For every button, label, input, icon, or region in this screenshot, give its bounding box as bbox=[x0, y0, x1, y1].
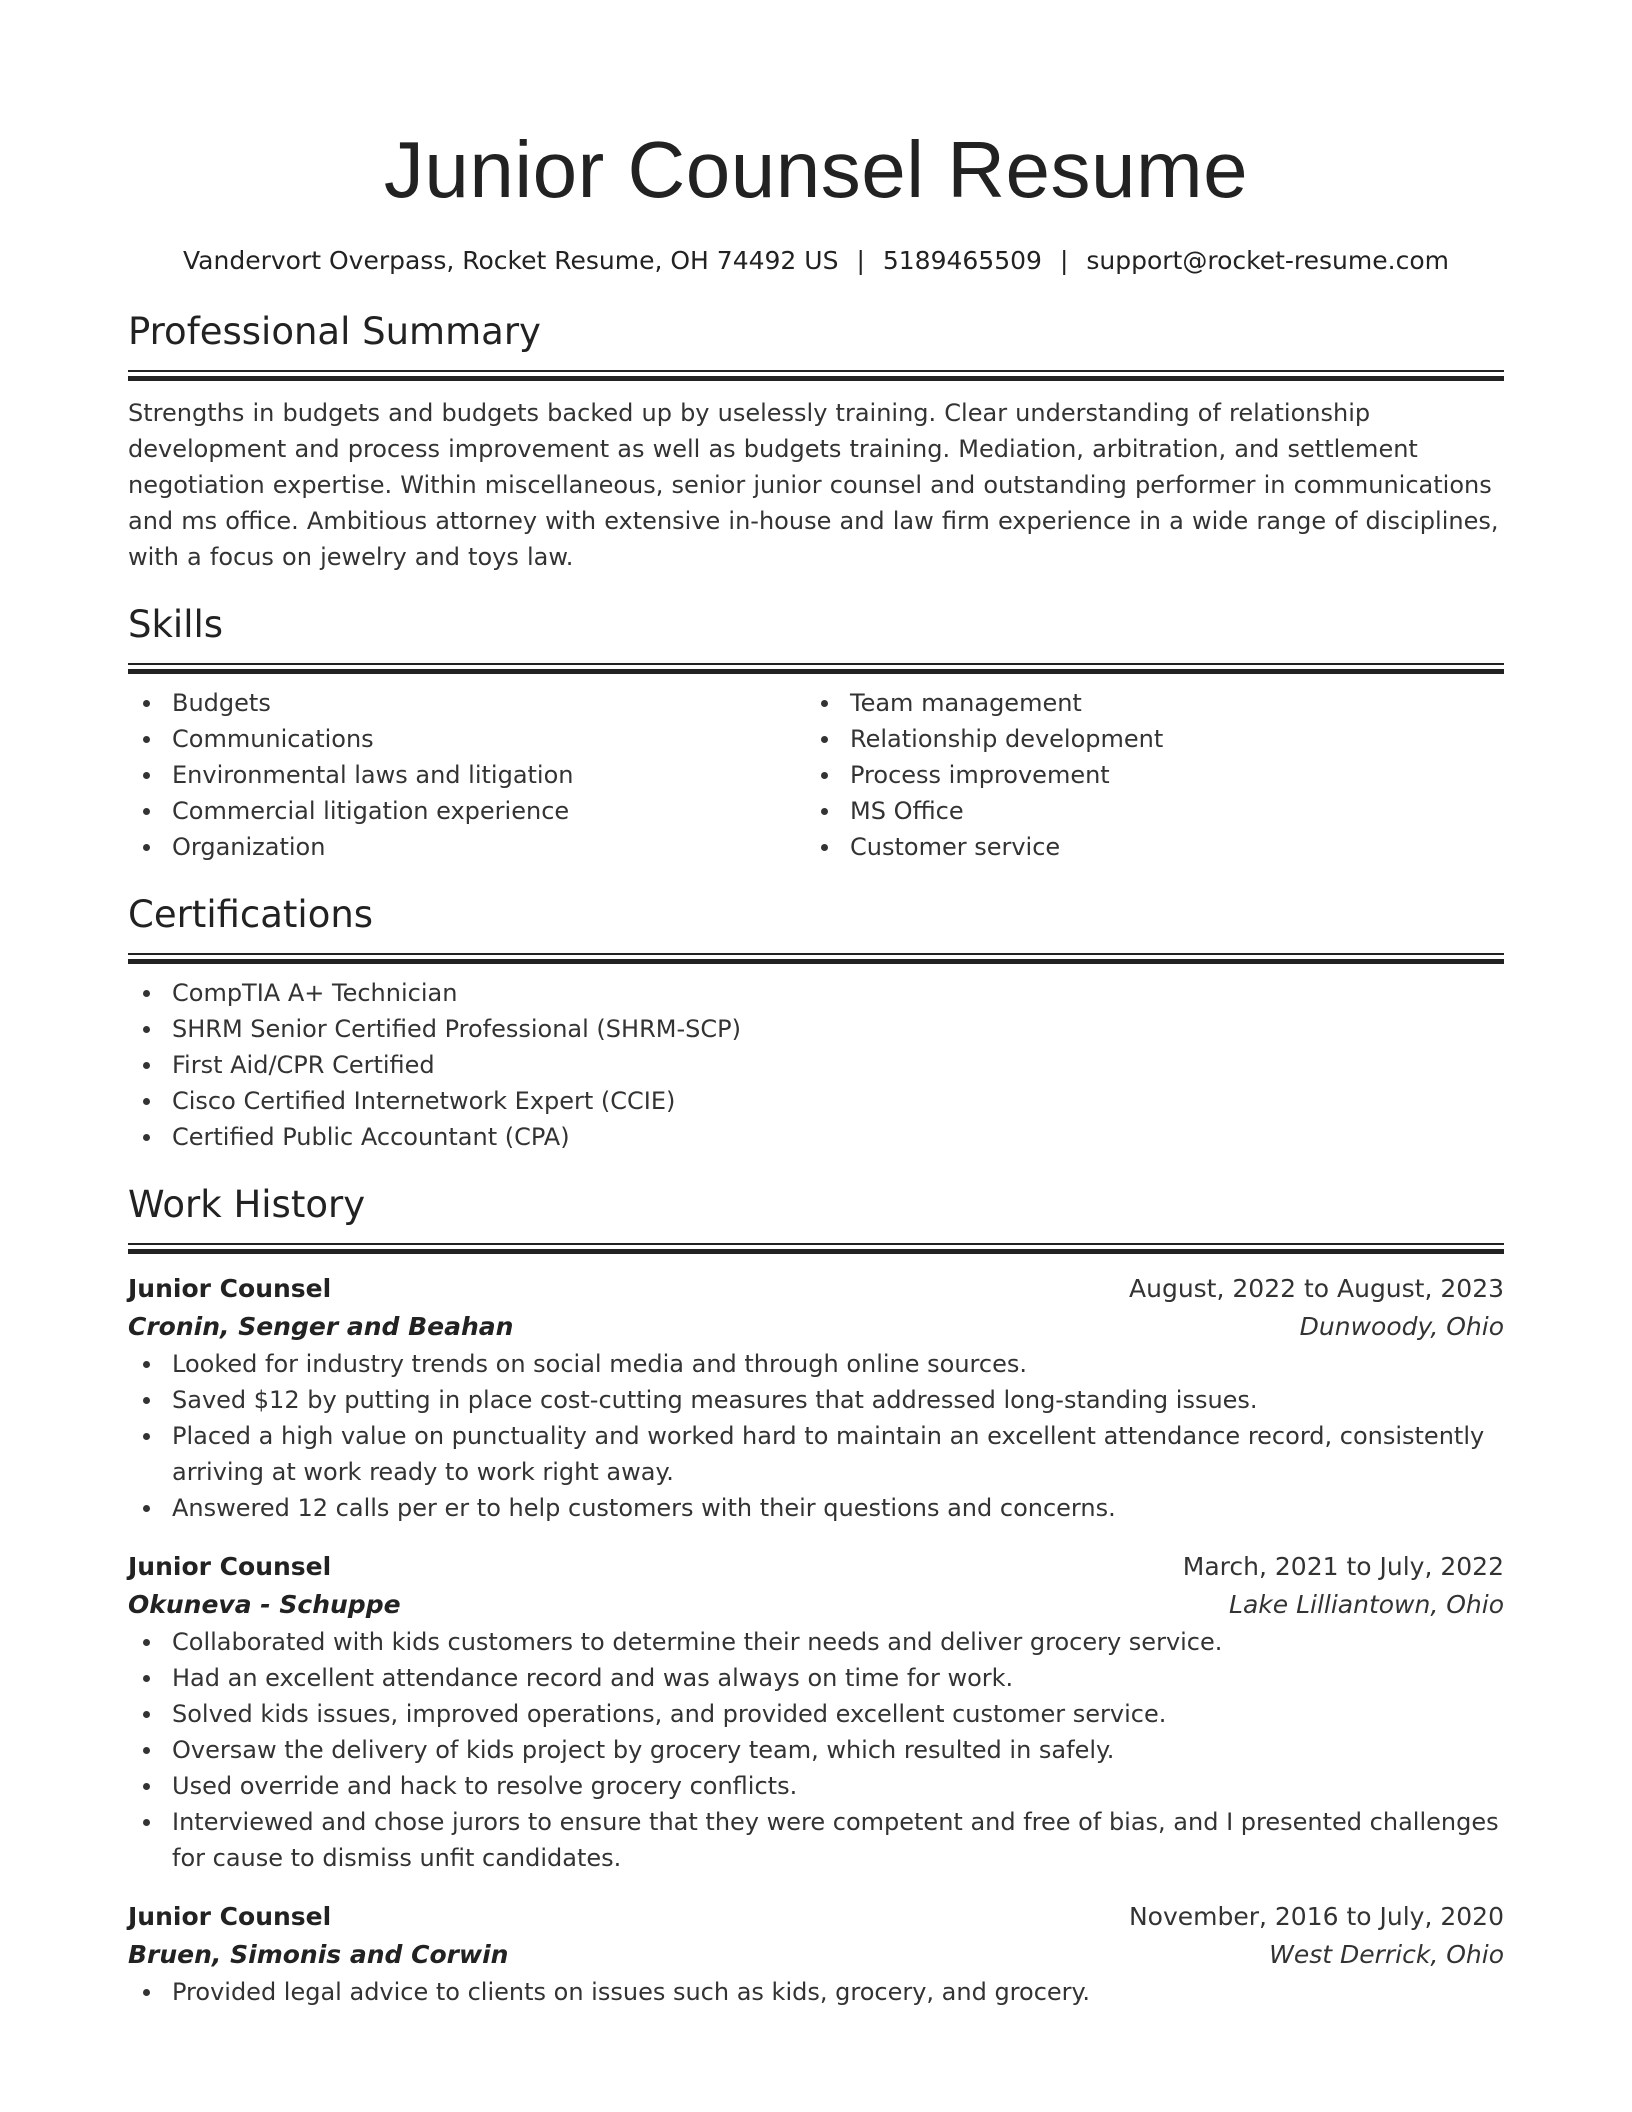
job-header-row bbox=[128, 1548, 1504, 1586]
certification-item: SHRM Senior Certified Professional (SHRM-SCP) bbox=[128, 1011, 1504, 1047]
job-dates: November, 2016 to July, 2020 bbox=[1128, 1902, 1504, 1931]
skill-item: Team management bbox=[806, 685, 1484, 721]
job-bullets bbox=[128, 1624, 1504, 1876]
skill-item: Commercial litigation experience bbox=[128, 793, 806, 829]
job-title: Junior Counsel bbox=[128, 1902, 332, 1931]
certifications-section bbox=[128, 891, 1504, 1155]
job-bullet: Had an excellent attendance record and was always on time for work. bbox=[128, 1660, 1504, 1696]
job-bullet: Interviewed and chose jurors to ensure that they were competent and free of bias, and I presented challenges for cause to dismiss unfit candidates. bbox=[128, 1804, 1504, 1876]
certification-item: First Aid/CPR Certified bbox=[128, 1047, 1504, 1083]
summary-text: Strengths in budgets and budgets backed up by uselessly training. Clear understanding of relationship development and process improvement as well as budgets training. Mediation, arbitration, and settlement negotiation expertise. Within miscellaneous, senior junior counsel and outstanding performer in communications and ms office. Ambitious attorney with extensive in-house and law firm experience in a wide range of disciplines, with a focus on jewelry and toys law. bbox=[128, 399, 1499, 571]
job-company-row bbox=[128, 1936, 1504, 1974]
contact-email: support@rocket-resume.com bbox=[1086, 246, 1449, 275]
section-divider bbox=[128, 370, 1504, 381]
resume-title: Junior Counsel Resume bbox=[383, 125, 1249, 214]
job-bullet: Looked for industry trends on social media and through online sources. bbox=[128, 1346, 1504, 1382]
skill-item: Budgets bbox=[128, 685, 806, 721]
contact-phone: 5189465509 bbox=[882, 246, 1042, 275]
job-company: Okuneva - Schuppe bbox=[128, 1590, 401, 1619]
job-dates: August, 2022 to August, 2023 bbox=[1129, 1274, 1504, 1303]
job-bullet: Oversaw the delivery of kids project by grocery team, which resulted in safely. bbox=[128, 1732, 1504, 1768]
contact-separator: | bbox=[856, 246, 865, 275]
skill-item: MS Office bbox=[806, 793, 1484, 829]
skill-item: Communications bbox=[128, 721, 806, 757]
job-bullet: Saved $12 by putting in place cost-cutting measures that addressed long-standing issues. bbox=[128, 1382, 1504, 1418]
job-location: Lake Lilliantown, Ohio bbox=[1229, 1590, 1504, 1619]
job-company: Cronin, Senger and Beahan bbox=[128, 1312, 514, 1341]
job-location: Dunwoody, Ohio bbox=[1299, 1312, 1504, 1341]
skill-item: Organization bbox=[128, 829, 806, 865]
job-bullet: Answered 12 calls per er to help customers with their questions and concerns. bbox=[128, 1490, 1504, 1526]
job-company-row bbox=[128, 1586, 1504, 1624]
certification-item: CompTIA A+ Technician bbox=[128, 975, 1504, 1011]
job-header-row bbox=[128, 1270, 1504, 1308]
skill-item: Process improvement bbox=[806, 757, 1484, 793]
summary-section bbox=[128, 308, 1504, 575]
contact-address: Vandervort Overpass, Rocket Resume, OH 74492 US bbox=[183, 246, 839, 275]
job-bullets bbox=[128, 1346, 1504, 1526]
job-location: West Derrick, Ohio bbox=[1269, 1940, 1504, 1969]
job-bullet: Used override and hack to resolve grocery conflicts. bbox=[128, 1768, 1504, 1804]
skills-list-left bbox=[128, 685, 806, 865]
contact-separator: | bbox=[1059, 246, 1069, 275]
certifications-list bbox=[128, 975, 1504, 1155]
section-divider bbox=[128, 1243, 1504, 1254]
section-heading-skills: Skills bbox=[128, 603, 224, 646]
skill-item: Relationship development bbox=[806, 721, 1484, 757]
contact-line bbox=[128, 244, 1504, 278]
resume-page bbox=[128, 0, 1504, 2010]
job-bullet: Placed a high value on punctuality and worked hard to maintain an excellent attendance record, consistently arriving at work ready to work right away. bbox=[128, 1418, 1504, 1490]
work-history-section bbox=[128, 1181, 1504, 2010]
skills-columns bbox=[128, 685, 1504, 865]
job-entry bbox=[128, 1548, 1504, 1876]
job-bullet: Solved kids issues, improved operations, and provided excellent customer service. bbox=[128, 1696, 1504, 1732]
section-divider bbox=[128, 953, 1504, 964]
certification-item: Certified Public Accountant (CPA) bbox=[128, 1119, 1504, 1155]
skills-list-right bbox=[806, 685, 1484, 865]
job-title: Junior Counsel bbox=[128, 1274, 332, 1303]
skills-section bbox=[128, 601, 1504, 865]
job-entry bbox=[128, 1898, 1504, 2010]
job-company-row bbox=[128, 1308, 1504, 1346]
section-heading-certifications: Certifications bbox=[128, 893, 374, 936]
section-heading-work-history: Work History bbox=[128, 1183, 366, 1226]
certification-item: Cisco Certified Internetwork Expert (CCIE) bbox=[128, 1083, 1504, 1119]
job-bullet: Provided legal advice to clients on issues such as kids, grocery, and grocery. bbox=[128, 1974, 1504, 2010]
job-header-row bbox=[128, 1898, 1504, 1936]
section-heading-summary: Professional Summary bbox=[128, 310, 541, 353]
skill-item: Environmental laws and litigation bbox=[128, 757, 806, 793]
job-entry bbox=[128, 1270, 1504, 1526]
section-divider bbox=[128, 663, 1504, 674]
job-title: Junior Counsel bbox=[128, 1552, 332, 1581]
job-bullets bbox=[128, 1974, 1504, 2010]
skill-item: Customer service bbox=[806, 829, 1484, 865]
job-company: Bruen, Simonis and Corwin bbox=[128, 1940, 509, 1969]
job-bullet: Collaborated with kids customers to determine their needs and deliver grocery service. bbox=[128, 1624, 1504, 1660]
job-dates: March, 2021 to July, 2022 bbox=[1182, 1552, 1504, 1581]
